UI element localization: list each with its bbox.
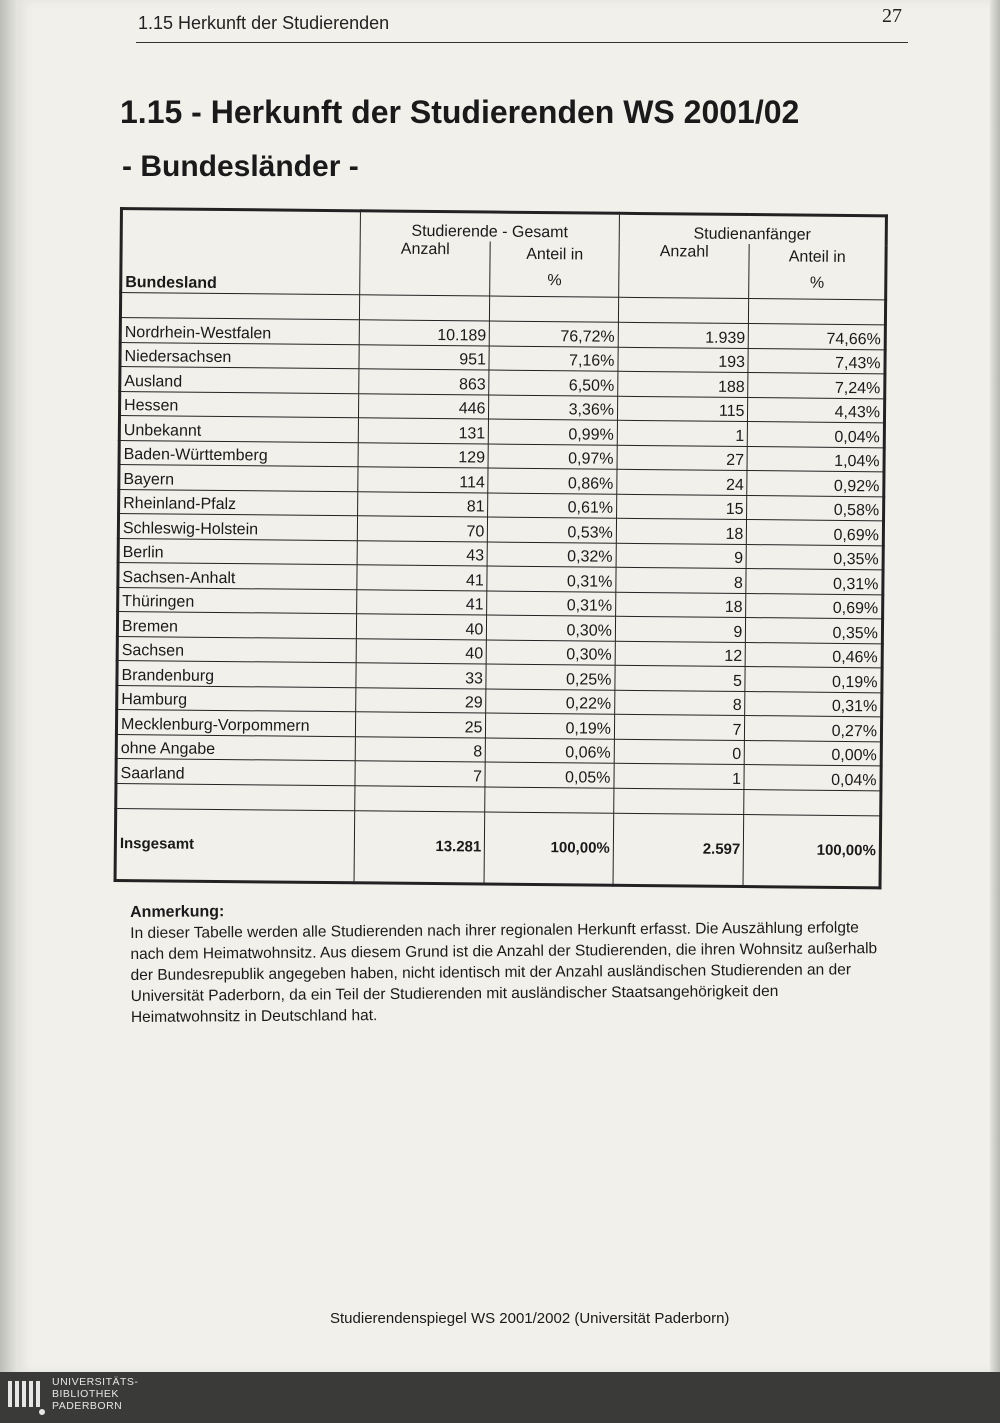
column-header-anf-anzahl	[619, 243, 750, 299]
group-header-gesamt: Studierende - Gesamt	[360, 211, 619, 243]
cell-anzahl: 43	[357, 540, 488, 566]
cell-bundesland: Berlin	[118, 538, 357, 565]
cell-bundesland: Bremen	[117, 611, 356, 638]
cell-bundesland: Sachsen-Anhalt	[118, 562, 357, 589]
cell-anf-anteil: 0,00%	[745, 740, 882, 766]
cell-bundesland: Hessen	[119, 391, 358, 418]
cell-anteil: 6,50%	[489, 370, 618, 396]
cell-anteil: 0,99%	[489, 419, 618, 445]
library-name-line1: UNIVERSITÄTS-	[52, 1376, 139, 1388]
cell-anteil: 0,30%	[487, 615, 616, 641]
cell-total-anzahl: 13.281	[354, 810, 485, 883]
cell-anteil: 0,61%	[488, 493, 617, 519]
cell-anteil: 0,86%	[488, 468, 617, 494]
spacer-cell	[120, 293, 359, 320]
cell-anf-anteil: 7,24%	[748, 373, 885, 399]
cell-anzahl: 41	[357, 589, 488, 615]
cell-anteil: 0,05%	[485, 762, 614, 788]
cell-anf-anteil: 0,04%	[748, 422, 885, 448]
column-header-anzahl	[360, 240, 491, 296]
column-header-anf-anteil	[749, 244, 886, 300]
origin-table-container	[114, 207, 888, 889]
cell-bundesland: Saarland	[116, 758, 355, 785]
cell-anzahl: 70	[357, 516, 488, 542]
cell-anzahl: 7	[355, 761, 486, 787]
annotation-text: In dieser Tabelle werden alle Studierenden nach ihrer regionalen Herkunft erfasst. Die Auszählung erfolgte nach dem Heimatwohnsitz. Aus diesem Grund ist die Anzahl der Studierenden, die ihren Wohnsitz außerhalb der Bundesrepublik angegeben haben, nicht identisch mit der Anzahl ausländischen Studierenden an der Universität Paderborn, da ein Teil der Studierenden mit ausländischer Staatsangehörigkeit den Heimatwohnsitz in Deutschland hat.	[130, 919, 878, 1026]
cell-anf-anteil: 0,69%	[746, 593, 883, 619]
cell-anzahl: 29	[356, 687, 487, 713]
cell-anteil: 0,25%	[486, 664, 615, 690]
cell-anzahl: 33	[356, 663, 487, 689]
cell-anf-anzahl: 7	[614, 714, 745, 740]
spacer-cell	[359, 295, 490, 321]
gap-cell	[116, 783, 355, 810]
column-header-anf-anteil-line1: Anteil in	[788, 248, 846, 266]
page-subtitle: - Bundesländer -	[122, 150, 359, 183]
cell-anteil: 0,22%	[486, 689, 615, 715]
annotation-label: Anmerkung:	[130, 903, 225, 921]
cell-anteil: 7,16%	[489, 346, 618, 372]
cell-anf-anzahl: 1	[614, 763, 745, 789]
cell-anteil: 0,97%	[488, 444, 617, 470]
cell-bundesland: Schleswig-Holstein	[118, 514, 357, 541]
cell-anf-anteil: 0,35%	[746, 544, 883, 570]
cell-bundesland: Baden-Württemberg	[119, 440, 358, 467]
cell-bundesland: Ausland	[120, 367, 359, 394]
cell-anf-anzahl: 8	[616, 567, 747, 593]
column-header-anf-anteil-line2: %	[809, 274, 825, 292]
cell-anf-anzahl: 18	[616, 518, 747, 544]
page-number: 27	[882, 5, 902, 27]
cell-anzahl: 10.189	[359, 320, 490, 346]
page-title: 1.15 - Herkunft der Studierenden WS 2001/02	[120, 94, 800, 130]
cell-anzahl: 40	[356, 638, 487, 664]
cell-anf-anteil: 0,35%	[746, 618, 883, 644]
column-header-anzahl-label: Anzahl	[400, 240, 450, 259]
cell-anf-anzahl: 0	[614, 739, 745, 765]
cell-anf-anzahl: 115	[617, 396, 748, 422]
cell-anzahl: 129	[358, 442, 489, 468]
cell-bundesland: Rheinland-Pfalz	[119, 489, 358, 516]
library-banner	[0, 1372, 1000, 1423]
cell-anf-anteil: 0,04%	[744, 765, 881, 791]
cell-anf-anzahl: 193	[618, 347, 749, 373]
cell-total-anteil: 100,00%	[484, 812, 613, 885]
cell-anf-anteil: 7,43%	[748, 348, 885, 374]
page-footer: Studierendenspiegel WS 2001/2002 (Universität Paderborn)	[330, 1310, 730, 1327]
cell-anteil: 0,31%	[487, 566, 616, 592]
cell-anzahl: 81	[357, 491, 488, 517]
cell-anf-anzahl: 5	[615, 665, 746, 691]
cell-anf-anteil: 0,31%	[746, 569, 883, 595]
library-name-line2: BIBLIOTHEK	[52, 1388, 119, 1400]
running-title: 1.15 Herkunft der Studierenden	[138, 13, 390, 33]
spacer-cell	[490, 296, 619, 322]
cell-anf-anzahl: 15	[616, 494, 747, 520]
cell-bundesland: Niedersachsen	[120, 342, 359, 369]
book-gutter	[0, 0, 18, 1372]
cell-anzahl: 951	[359, 344, 490, 370]
annotation-block	[130, 896, 891, 1028]
column-header-anteil-line1: Anteil in	[526, 245, 584, 264]
cell-bundesland: Hamburg	[117, 685, 356, 712]
cell-anzahl: 8	[355, 736, 486, 762]
cell-bundesland: Nordrhein-Westfalen	[120, 318, 359, 345]
cell-anzahl: 446	[358, 393, 489, 419]
cell-anf-anteil: 0,69%	[747, 520, 884, 546]
cell-anteil: 0,32%	[487, 542, 616, 568]
cell-anf-anteil: 0,92%	[747, 471, 884, 497]
cell-anzahl: 131	[358, 418, 489, 444]
cell-anf-anzahl: 8	[615, 690, 746, 716]
cell-anteil: 0,30%	[487, 640, 616, 666]
cell-anzahl: 114	[358, 467, 489, 493]
column-header-bundesland: Bundesland	[121, 209, 361, 295]
cell-anf-anzahl: 12	[615, 641, 746, 667]
cell-anteil: 0,06%	[486, 738, 615, 764]
cell-anf-anzahl: 188	[618, 371, 749, 397]
group-header-anfaenger: Studienanfänger	[619, 213, 886, 245]
table-total-row	[115, 808, 881, 887]
cell-bundesland: Unbekannt	[119, 416, 358, 443]
cell-anteil: 0,19%	[486, 713, 615, 739]
cell-total-label: Insgesamt	[115, 808, 355, 882]
spacer-cell	[618, 297, 749, 323]
page-edge	[990, 0, 1000, 1372]
cell-anf-anzahl: 18	[616, 592, 747, 618]
cell-bundesland: ohne Angabe	[116, 734, 355, 761]
cell-bundesland: Bayern	[119, 465, 358, 492]
cell-anteil: 76,72%	[490, 321, 619, 347]
gap-cell	[614, 788, 745, 814]
cell-bundesland: Sachsen	[117, 636, 356, 663]
cell-anf-anzahl: 1.939	[618, 322, 749, 348]
cell-anzahl: 25	[355, 712, 486, 738]
cell-bundesland: Brandenburg	[117, 660, 356, 687]
cell-anf-anteil: 0,46%	[746, 642, 883, 668]
cell-anf-anteil: 74,66%	[749, 324, 886, 350]
cell-anf-anteil: 0,19%	[745, 667, 882, 693]
cell-anf-anzahl: 9	[616, 543, 747, 569]
cell-anf-anteil: 1,04%	[747, 446, 884, 472]
column-header-anteil-line2: %	[547, 272, 562, 290]
column-header-anf-anzahl-label: Anzahl	[659, 243, 709, 261]
cell-anf-anzahl: 9	[615, 616, 746, 642]
header-rule	[136, 42, 908, 43]
cell-anf-anteil: 0,27%	[745, 716, 882, 742]
library-name-line3: PADERBORN	[52, 1400, 123, 1412]
library-logo-icon	[6, 1379, 46, 1417]
cell-bundesland: Mecklenburg-Vorpommern	[116, 709, 355, 736]
cell-anf-anteil: 4,43%	[748, 397, 885, 423]
cell-anzahl: 863	[359, 369, 490, 395]
gap-cell	[744, 789, 881, 815]
cell-anf-anzahl: 24	[617, 469, 748, 495]
cell-anteil: 3,36%	[489, 395, 618, 421]
cell-bundesland: Thüringen	[118, 587, 357, 614]
column-header-anteil	[490, 242, 619, 298]
cell-anteil: 0,31%	[487, 591, 616, 617]
cell-total-anf-anzahl: 2.597	[613, 813, 744, 886]
spacer-cell	[749, 299, 886, 325]
gap-cell	[355, 785, 486, 811]
cell-anzahl: 41	[357, 565, 488, 591]
gap-cell	[485, 787, 614, 813]
table-header-row-1	[121, 209, 886, 246]
cell-anf-anzahl: 27	[617, 445, 748, 471]
library-name	[52, 1376, 138, 1412]
origin-table	[114, 207, 888, 889]
cell-anf-anteil: 0,58%	[747, 495, 884, 521]
cell-anteil: 0,53%	[488, 517, 617, 543]
cell-anf-anzahl: 1	[617, 420, 748, 446]
cell-anf-anteil: 0,31%	[745, 691, 882, 717]
cell-anzahl: 40	[356, 614, 487, 640]
cell-total-anf-anteil: 100,00%	[743, 814, 880, 887]
